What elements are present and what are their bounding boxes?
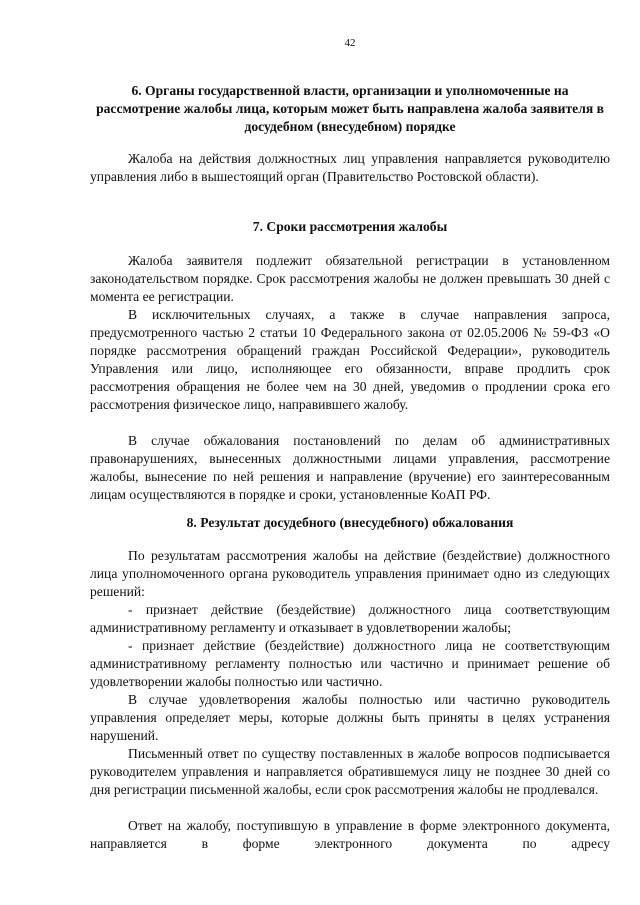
section-7-paragraph-2: В исключительных случаях, а также в случае направления запроса, предусмотренного частью 2 статьи 10 Федерального закона от 02.05.2006 № 59-ФЗ «О порядке рассмотрения обращений граждан Российской Федерации», руководитель Управления или лицо, исполняющее его обязанности, вправе продлить срок рассмотрения обращения не более чем на 30 дней, уведомив о продлении срока его рассмотрения физическое лицо, направившего жалобу. (90, 307, 610, 412)
page-number: 42 (344, 37, 356, 49)
section-8-list-item-1: - признает действие (бездействие) должностного лица соответствующим административному регламенту и отказывает в удовлетворении жалобы; (90, 602, 610, 635)
section-8-paragraph-3: Письменный ответ по существу поставленных в жалобе вопросов подписывается руководителем управления и направляется обратившемуся лицу не позднее 30 дней со дня регистрации письменной жалобы, если срок рассмотрения жалобы не продлевался. (90, 746, 610, 797)
section-7-paragraph-3: В случае обжалования постановлений по делам об административных правонарушениях, вынесенных должностными лицами управления, рассмотрение жалобы, вынесение по ней решения и направление (вручение) его заинтересованным лицам осуществляются в порядке и сроки, установленные КоАП РФ. (90, 433, 610, 502)
section-6-heading: 6. Органы государственной власти, организации и уполномоченные на рассмотрение жалобы лица, которым может быть направлена жалоба заявителя в досудебном (внесудебном) порядке (96, 83, 604, 134)
section-6-paragraph-1: Жалоба на действия должностных лиц управления направляется руководителю управления либо в вышестоящий орган (Правительство Ростовской области). (90, 151, 610, 184)
section-7-heading: 7. Сроки рассмотрения жалобы (252, 219, 448, 234)
section-8-paragraph-4: Ответ на жалобу, поступившую в управление в форме электронного документа, направляется в форме электронного документа по адресу (90, 818, 610, 851)
section-7-paragraph-1: Жалоба заявителя подлежит обязательной регистрации в установленном законодательством порядке. Срок рассмотрения жалобы не должен превышать 30 дней с момента ее регистрации. (90, 253, 610, 304)
section-8-heading: 8. Результат досудебного (внесудебного) обжалования (186, 515, 514, 530)
section-8-paragraph-1: По результатам рассмотрения жалобы на действие (бездействие) должностного лица уполномоченного органа руководитель управления принимает одно из следующих решений: (90, 548, 610, 599)
section-8-list-item-2: - признает действие (бездействие) должностного лица не соответствующим административному регламенту полностью или частично и принимает решение об удовлетворении жалобы полностью или частично. (90, 638, 610, 689)
document-page (90, 0, 610, 905)
section-8-paragraph-2: В случае удовлетворения жалобы полностью или частично руководитель управления определяет меры, которые должны быть приняты в целях устранения нарушений. (90, 692, 610, 743)
